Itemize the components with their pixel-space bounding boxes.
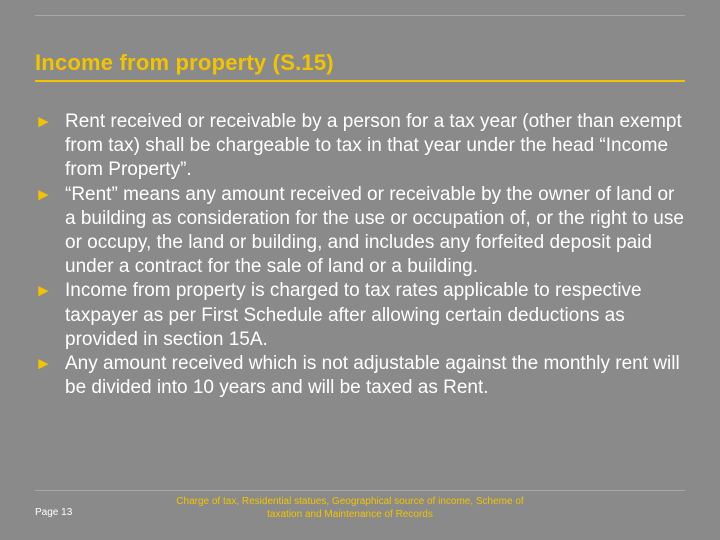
page-number: Page 13 bbox=[35, 507, 73, 518]
bullet-item bbox=[35, 183, 685, 280]
bullet-list bbox=[35, 110, 685, 400]
arrow-bullet-icon: ► bbox=[35, 184, 52, 204]
bullet-item bbox=[35, 352, 685, 400]
arrow-bullet-icon: ► bbox=[35, 354, 52, 374]
slide-title: Income from property (S.15) bbox=[35, 50, 334, 75]
top-divider bbox=[35, 15, 685, 16]
bullet-text: Income from property is charged to tax rates applicable to respective taxpayer as per First Schedule after allowing certain deductions as provided in section 15A. bbox=[65, 280, 642, 350]
bullet-text: Rent received or receivable by a person for a tax year (other than exempt from tax) shall be chargeable to tax in that year under the head “Income from Property”. bbox=[65, 111, 682, 181]
bullet-text: “Rent” means any amount received or receivable by the owner of land or a building as consideration for the use or occupation of, or the right to use or occupy, the land or building, and includes any forfeited deposit paid under a contract for the sale of land or a building. bbox=[65, 183, 684, 278]
title-underline bbox=[35, 80, 685, 82]
bullet-item bbox=[35, 279, 685, 352]
arrow-bullet-icon: ► bbox=[35, 281, 52, 301]
footer-divider bbox=[35, 490, 685, 491]
footer-caption: Charge of tax, Residential statues, Geographical source of income, Scheme of taxation and Maintenance of Records bbox=[176, 496, 524, 520]
bullet-item bbox=[35, 110, 685, 183]
arrow-bullet-icon: ► bbox=[35, 112, 52, 131]
bullet-text: Any amount received which is not adjustable against the monthly rent will be divided into 10 years and will be taxed as Rent. bbox=[65, 353, 680, 399]
